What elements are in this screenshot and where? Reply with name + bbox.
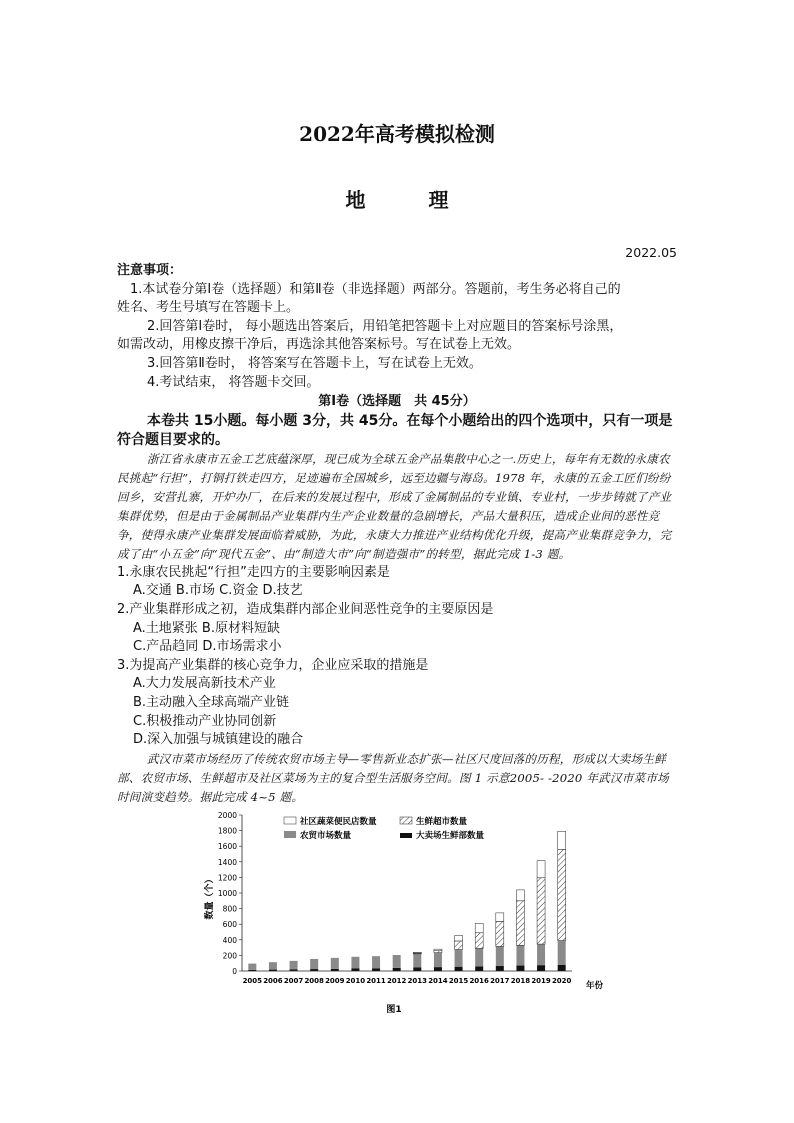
bar-farmers-market xyxy=(269,962,277,969)
question-stem: 1.永康农民挑起“行担”走四方的主要影响因素是 xyxy=(117,564,390,580)
x-tick-label: 2011 xyxy=(366,977,386,985)
x-tick-label: 2012 xyxy=(386,977,407,985)
bar-farmers-market xyxy=(290,961,298,970)
x-tick-label: 2018 xyxy=(510,977,531,985)
y-tick-label: 1000 xyxy=(217,889,237,898)
legend-swatch-community xyxy=(284,817,296,824)
bar-hypermarket xyxy=(516,966,524,971)
x-tick-label: 2016 xyxy=(469,977,489,985)
y-tick-label: 1200 xyxy=(217,873,237,883)
bar-community-store xyxy=(537,861,545,878)
x-tick-label: 2006 xyxy=(263,977,283,985)
bar-supermarket xyxy=(434,951,442,953)
exam-subject: 地 理 xyxy=(345,188,477,212)
bar-farmers-market xyxy=(393,955,401,968)
x-tick-label: 2013 xyxy=(407,977,428,985)
bar-hypermarket xyxy=(372,968,380,971)
notice-item: 1.本试卷分第Ⅰ卷（选择题）和第Ⅱ卷（非选择题）两部分。答题前，考生务必将自己的 xyxy=(130,281,621,297)
bar-supermarket xyxy=(475,933,483,949)
bar-farmers-market xyxy=(372,956,380,968)
bar-hypermarket xyxy=(558,965,566,971)
notice-item: 3.回答第Ⅱ卷时， 将答案写在答题卡上，写在试卷上无效。 xyxy=(147,355,482,371)
bar-community-store xyxy=(516,890,524,901)
y-tick-label: 1400 xyxy=(217,857,237,867)
bar-community-store xyxy=(496,913,504,922)
question-stem: 2.产业集群形成之初，造成集群内部企业间恶性竞争的主要原因是 xyxy=(117,601,494,617)
question-option: A.大力发展高新技术产业 xyxy=(133,676,276,692)
exam-title: 2022年高考模拟检测 xyxy=(299,122,495,146)
bar-farmers-market xyxy=(537,944,545,965)
y-tick-label: 0 xyxy=(232,967,237,976)
bar-farmers-market xyxy=(516,945,524,965)
y-axis-label: 数量（个） xyxy=(205,874,215,920)
y-tick-label: 1800 xyxy=(217,826,237,836)
chart-svg xyxy=(204,807,604,1022)
question-option: A.交通 B.市场 C.资金 D.技艺 xyxy=(133,583,303,599)
question-option: C.积极推动产业协同创新 xyxy=(133,713,277,729)
bar-farmers-market xyxy=(455,950,463,967)
x-tick-label: 2019 xyxy=(531,977,551,985)
bar-hypermarket xyxy=(496,966,504,971)
legend-swatch-hypermarket xyxy=(400,833,412,838)
x-tick-label: 2009 xyxy=(325,977,345,985)
notice-item: 姓名、考生号填写在答题卡上。 xyxy=(117,300,300,316)
y-tick-label: 200 xyxy=(222,951,237,961)
bar-farmers-market xyxy=(413,954,421,968)
bar-farmers-market xyxy=(331,958,339,969)
legend-label: 农贸市场数量 xyxy=(300,831,352,841)
bar-farmers-market xyxy=(248,964,256,970)
y-tick-label: 1600 xyxy=(217,842,237,852)
exam-date: 2022.05 xyxy=(625,245,677,260)
bar-community-store xyxy=(455,936,463,941)
figure-1-chart xyxy=(204,807,604,1022)
bar-farmers-market xyxy=(434,953,442,967)
notice-item: 4.考试结束， 将答题卡交回。 xyxy=(147,374,320,390)
x-axis-label: 年份 xyxy=(586,981,604,991)
bar-hypermarket xyxy=(475,966,483,971)
bar-farmers-market xyxy=(496,946,504,966)
figure-caption: 图1 xyxy=(386,1005,402,1015)
notice-item: 如需改动，用橡皮擦干净后，再选涂其他答案标号。写在试卷上无效。 xyxy=(117,337,521,353)
bar-community-store xyxy=(434,949,442,951)
legend-label: 大卖场生鲜部数量 xyxy=(416,831,485,841)
x-tick-label: 2005 xyxy=(242,977,263,985)
bar-supermarket xyxy=(537,878,545,944)
legend-swatch-supermarket xyxy=(400,817,412,824)
question-option: A.土地紧张 B.原材料短缺 xyxy=(133,620,280,636)
question-option: D.深入加强与城镇建设的融合 xyxy=(133,732,304,748)
bar-supermarket xyxy=(558,849,566,940)
passage-2: 武汉市菜市场经历了传统农贸市场主导—零售新业态扩张—社区尺度回落的历程，形成以大卖场生鲜部、农贸市场、生鲜超市及社区菜场为主的复合型生活服务空间。图 1 示意2005- -2020 年武汉市菜市场时间演变趋势。据此完成 4~5 题。 xyxy=(117,751,669,804)
section-intro: 本卷共 15小题。每小题 3分，共 45分。在每个小题给出的四个选项中，只有一项是符合题目要求的。 xyxy=(117,412,673,448)
bar-community-store xyxy=(558,831,566,849)
x-tick-label: 2017 xyxy=(490,977,510,985)
legend-swatch-farmers-market xyxy=(284,831,296,838)
bar-farmers-market xyxy=(475,948,483,966)
notice-item: 2.回答第Ⅰ卷时， 每小题选出答案后，用铅笔把答题卡上对应题目的答案标号涂黑， xyxy=(147,318,623,334)
bar-hypermarket xyxy=(413,967,421,971)
bar-hypermarket xyxy=(537,965,545,971)
y-tick-label: 600 xyxy=(222,920,237,930)
bar-hypermarket xyxy=(455,967,463,971)
bar-farmers-market xyxy=(351,957,359,969)
legend-label: 生鲜超市数量 xyxy=(416,817,468,827)
exam-content xyxy=(117,262,677,807)
question-stem: 3.为提高产业集群的核心竞争力，企业应采取的措施是 xyxy=(117,657,429,673)
x-tick-label: 2007 xyxy=(283,977,304,985)
x-tick-label: 2008 xyxy=(304,977,324,985)
bar-hypermarket xyxy=(434,967,442,971)
bar-community-store xyxy=(475,923,483,932)
bar-community-store xyxy=(413,952,421,953)
bar-supermarket xyxy=(455,941,463,950)
y-tick-label: 400 xyxy=(222,935,237,945)
bar-supermarket xyxy=(496,921,504,946)
x-tick-label: 2020 xyxy=(551,977,572,985)
section-title: 第Ⅰ卷（选择题 共 45分） xyxy=(318,394,476,410)
passage-1: 浙江省永康市五金工艺底蕴深厚，现已成为全球五金产品集散中心之一.历史上，每年有无数的永康农民挑起“行担”，打铜打铁走四方，足迹遍布全国城乡，远至边疆与海岛。1978 年，永康的五金工匠们纷纷回乡，安营扎寨，开炉办厂，在后来的发展过程中，形成了金属制品的专业镇、专业村，一步步铸就了产业集群优势，但是由于金属制品产业集群内生产企业数量的急剧增长，产品大量积压，造成企业间的恶性竞争，使得永康产业集群发展面临着威胁，为此，永康大力推进产业结构优化升级，提高产业集群竞争力，完成了由“小五金”向“现代五金”、由“制造大市”向“制造强市”的转型，据此完成 1-3 题。 xyxy=(117,451,672,561)
question-option: C.产品趋同 D.市场需求小 xyxy=(133,639,282,655)
bar-supermarket xyxy=(516,901,524,945)
bar-farmers-market xyxy=(310,959,318,969)
y-tick-label: 800 xyxy=(222,904,237,914)
bar-farmers-market xyxy=(558,941,566,965)
question-option: B.主动融入全球高端产业链 xyxy=(133,694,290,710)
legend-label: 社区蔬菜便民店数量 xyxy=(300,817,377,827)
x-tick-label: 2015 xyxy=(448,977,469,985)
bar-hypermarket xyxy=(393,968,401,971)
x-tick-label: 2014 xyxy=(428,977,448,985)
x-tick-label: 2010 xyxy=(345,977,366,985)
y-tick-label: 2000 xyxy=(217,811,237,820)
notice-heading: 注意事项： xyxy=(117,263,183,278)
